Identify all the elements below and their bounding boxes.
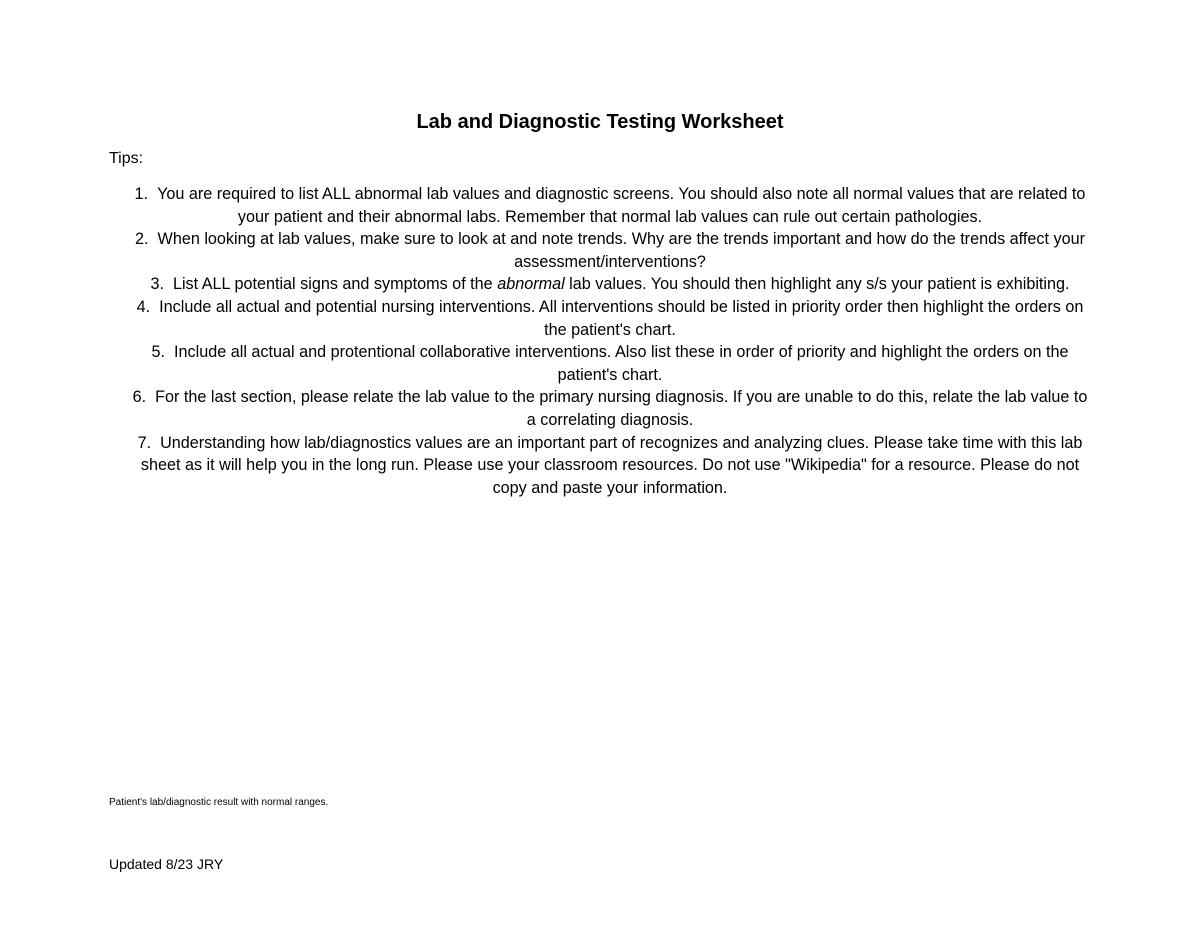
list-item-text: For the last section, please relate the lab value to the primary nursing diagnosis. If you are unable to do this, relate the lab value to a correlating diagnosis. bbox=[155, 388, 1088, 429]
list-item bbox=[130, 432, 1090, 500]
list-item-text: Understanding how lab/diagnostics values are an important part of recognizes and analyzing clues. Please take time with this lab sheet as it will help you in the long run. Please use your classroom resources. Do not use "Wikipedia" for a resource. Please do not copy and paste your information. bbox=[140, 433, 1083, 497]
list-item bbox=[130, 273, 1090, 296]
patient-results-note: Patient's lab/diagnostic result with normal ranges. bbox=[109, 797, 329, 808]
list-item bbox=[130, 341, 1090, 386]
list-item bbox=[130, 386, 1090, 431]
footer-updated: Updated 8/23 JRY bbox=[109, 856, 224, 872]
list-item-text: Include all actual and protentional collaborative interventions. Also list these in order of priority and highlight the orders on the patient's chart. bbox=[174, 343, 1069, 384]
list-item-number: 2. bbox=[135, 230, 149, 249]
list-item bbox=[130, 296, 1090, 341]
list-item-number: 4. bbox=[136, 297, 151, 316]
list-item-emphasis: abnormal bbox=[497, 275, 565, 294]
list-item-number: 3. bbox=[150, 275, 164, 294]
list-item bbox=[130, 183, 1090, 228]
list-item-text: When looking at lab values, make sure to look at and note trends. Why are the trends important and how do the trends affect your assessment/interventions? bbox=[157, 230, 1085, 271]
list-item-text: You are required to list ALL abnormal lab values and diagnostic screens. You should also note all normal values that are related to your patient and their abnormal labs. Remember that normal lab values can rule out certain pathologies. bbox=[157, 185, 1086, 226]
list-item-text-after: lab values. You should then highlight any s/s your patient is exhibiting. bbox=[564, 275, 1070, 294]
list-item-text-before: List ALL potential signs and symptoms of the bbox=[172, 275, 498, 294]
list-item-text: Include all actual and potential nursing interventions. All interventions should be listed in priority order then highlight the orders on the patient's chart. bbox=[159, 297, 1084, 339]
list-item-number: 5. bbox=[151, 343, 166, 362]
page-title: Lab and Diagnostic Testing Worksheet bbox=[416, 111, 784, 133]
tips-label: Tips: bbox=[109, 150, 144, 167]
list-item bbox=[130, 228, 1090, 273]
list-item-number: 1. bbox=[134, 185, 149, 203]
tips-list bbox=[130, 183, 1090, 499]
list-item-number: 7. bbox=[137, 433, 152, 452]
list-item-number: 6. bbox=[132, 388, 147, 407]
